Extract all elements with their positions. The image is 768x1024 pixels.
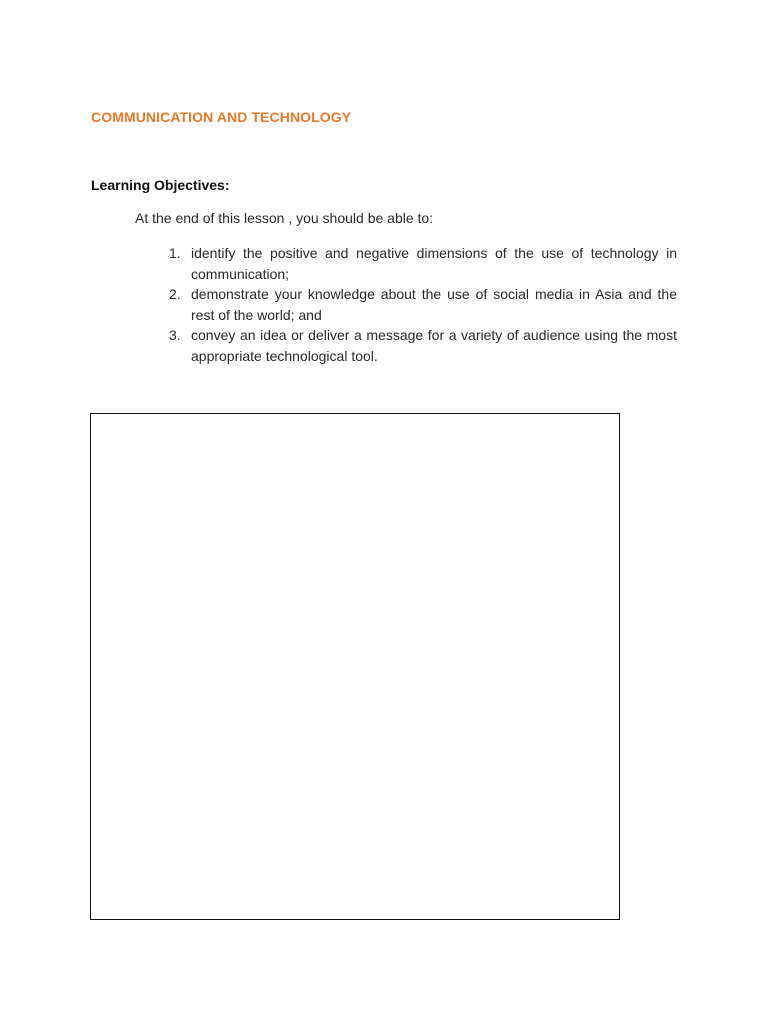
learning-objectives-heading: Learning Objectives: — [91, 177, 230, 193]
objectives-intro: At the end of this lesson , you should be able to: — [135, 210, 434, 226]
objective-number: 1. — [169, 245, 181, 261]
objective-item-1 — [169, 243, 677, 284]
document-title: COMMUNICATION AND TECHNOLOGY — [91, 109, 352, 125]
objective-text: demonstrate your knowledge about the use of social media in Asia and the rest of the world; and — [191, 286, 677, 323]
objective-number: 2. — [169, 286, 181, 302]
blank-content-frame — [90, 413, 620, 920]
objective-number: 3. — [169, 327, 181, 343]
objective-text: identify the positive and negative dimensions of the use of technology in communication; — [191, 245, 677, 282]
objectives-list — [169, 243, 677, 366]
objective-item-2 — [169, 284, 677, 325]
objective-text: convey an idea or deliver a message for a variety of audience using the most appropriate technological tool. — [191, 327, 677, 364]
objective-item-3 — [169, 325, 677, 366]
